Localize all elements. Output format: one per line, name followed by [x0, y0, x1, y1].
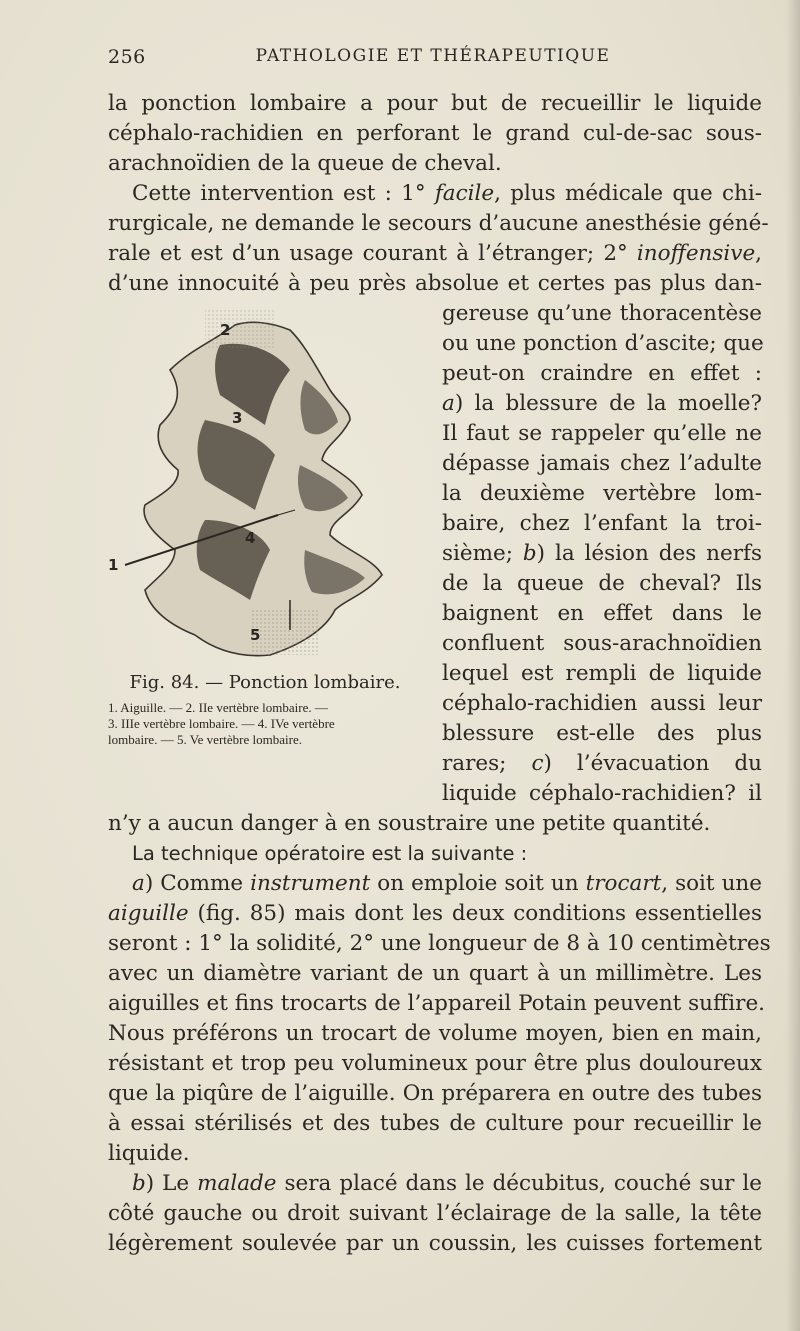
text-run: Cette intervention est : 1° [132, 181, 426, 206]
text-run: rale et est d’un usage courant à l’étranger; 2° [108, 241, 628, 266]
text-run: , soit une [661, 871, 762, 896]
text-run: , [755, 241, 763, 266]
italic-term: instrument [250, 871, 371, 896]
figure-legend-line: 1. Aiguille. — 2. IIe vertèbre lombaire. — [108, 700, 328, 715]
enum-letter: c [531, 751, 544, 776]
figure-label-3: 3 [232, 409, 243, 427]
sacrum-stipple [250, 610, 320, 655]
page-edge-shadow [786, 0, 800, 1331]
text-line: résistant et trop peu volumineux pour être plus douloureux [108, 1051, 762, 1076]
text-run: ) Le [145, 1171, 190, 1196]
text-line: baire, chez l’enfant la troi- [442, 511, 762, 536]
italic-term: trocart [585, 871, 662, 896]
top-stipple [205, 310, 275, 350]
text-line: baignent en effet dans le [442, 601, 762, 626]
figure-legend-line: lombaire. — 5. Ve vertèbre lombaire. [108, 732, 302, 747]
text-run: ) la lésion des nerfs [536, 541, 762, 566]
text-line: que la piqûre de l’aiguille. On préparera en outre des tubes [108, 1081, 762, 1106]
page-number: 256 [108, 46, 146, 68]
enum-letter: a [132, 871, 145, 896]
enum-letter: a [442, 391, 455, 416]
enum-letter: b [132, 1171, 146, 1196]
text-line: avec un diamètre variant de un quart à un millimètre. Les [108, 961, 762, 986]
text-line: céphalo-rachidien aussi leur [442, 691, 762, 716]
text-line: lequel est rempli de liquide [442, 661, 762, 686]
text-line: confluent sous-arachnoïdien [442, 631, 762, 656]
text-run: on emploie soit un [377, 871, 579, 896]
text-line: liquide céphalo-rachidien? il [442, 781, 762, 806]
running-title: PATHOLOGIE ET THÉRAPEUTIQUE [255, 46, 611, 66]
text-line [132, 1169, 762, 1199]
text-run: ) la blessure de la moelle? [454, 391, 762, 416]
text-line: d’une innocuité à peu près absolue et certes pas plus dan- [108, 271, 762, 296]
lumbar-puncture-figure [100, 310, 430, 665]
text-line: à essai stérilisés et des tubes de culture pour recueillir le [108, 1111, 762, 1136]
text-line: liquide. [108, 1141, 190, 1166]
text-line [108, 899, 762, 929]
text-run: sera placé dans le décubitus, couché sur le [284, 1171, 763, 1196]
text-line: céphalo-rachidien en perforant le grand cul-de-sac sous- [108, 121, 762, 146]
text-line: blessure est-elle des plus [442, 721, 762, 746]
text-line: dépasse jamais chez l’adulte [442, 451, 762, 476]
figure-caption: Fig. 84. — Ponction lombaire. [129, 672, 401, 693]
text-line [132, 869, 762, 899]
figure-label-1: 1 [108, 556, 119, 574]
spine-illustration [100, 310, 430, 665]
italic-term: inoffensive [636, 241, 756, 266]
text-run: ) l’évacuation du [543, 751, 762, 776]
text-line: la ponction lombaire a pour but de recueillir le liquide [108, 91, 762, 116]
text-line: rurgicale, ne demande le secours d’aucune anesthésie géné- [108, 211, 769, 236]
page-header [108, 46, 758, 76]
text-line: la deuxième vertèbre lom- [442, 481, 762, 506]
italic-term: facile [434, 181, 495, 206]
figure-label-4: 4 [245, 529, 256, 547]
enum-letter: b [522, 541, 537, 566]
figure-label-2: 2 [220, 321, 231, 339]
text-line: de la queue de cheval? Ils [442, 571, 762, 596]
text-line: seront : 1° la solidité, 2° une longueur de 8 à 10 centimètres [108, 931, 771, 956]
text-line: ou une ponction d’ascite; que [442, 331, 764, 356]
italic-term: malade [197, 1171, 277, 1196]
italic-term: aiguille [108, 901, 189, 926]
text-line: La technique opératoire est la suivante : [132, 842, 528, 865]
text-line: n’y a aucun danger à en soustraire une petite quantité. [108, 811, 711, 836]
text-run: ) Comme [144, 871, 244, 896]
text-line: gereuse qu’une thoracentèse [442, 301, 762, 326]
text-line: peut-on craindre en effet : [442, 361, 762, 386]
text-line: Nous préférons un trocart de volume moyen, bien en main, [108, 1021, 762, 1046]
text-line: arachnoïdien de la queue de cheval. [108, 151, 502, 176]
text-line: Il faut se rappeler qu’elle ne [442, 421, 762, 446]
text-line: légèrement soulevée par un coussin, les cuisses fortement [108, 1231, 762, 1256]
figure-label-5: 5 [250, 626, 261, 644]
text-line: aiguilles et fins trocarts de l’appareil Potain peuvent suffire. [108, 991, 766, 1016]
text-line [442, 539, 762, 569]
text-run: rares; [442, 751, 507, 776]
text-line [442, 749, 762, 779]
text-line: côté gauche ou droit suivant l’éclairage de la salle, la tête [108, 1201, 762, 1226]
text-run: sième; [442, 541, 513, 566]
text-run: , plus médicale que chi- [494, 181, 762, 206]
text-line [442, 389, 762, 419]
text-run: (fig. 85) mais dont les deux conditions essentielles [197, 901, 762, 926]
text-line [108, 239, 762, 269]
figure-legend-line: 3. IIIe vertèbre lombaire. — 4. IVe vertèbre [108, 716, 335, 731]
text-line [132, 179, 762, 209]
